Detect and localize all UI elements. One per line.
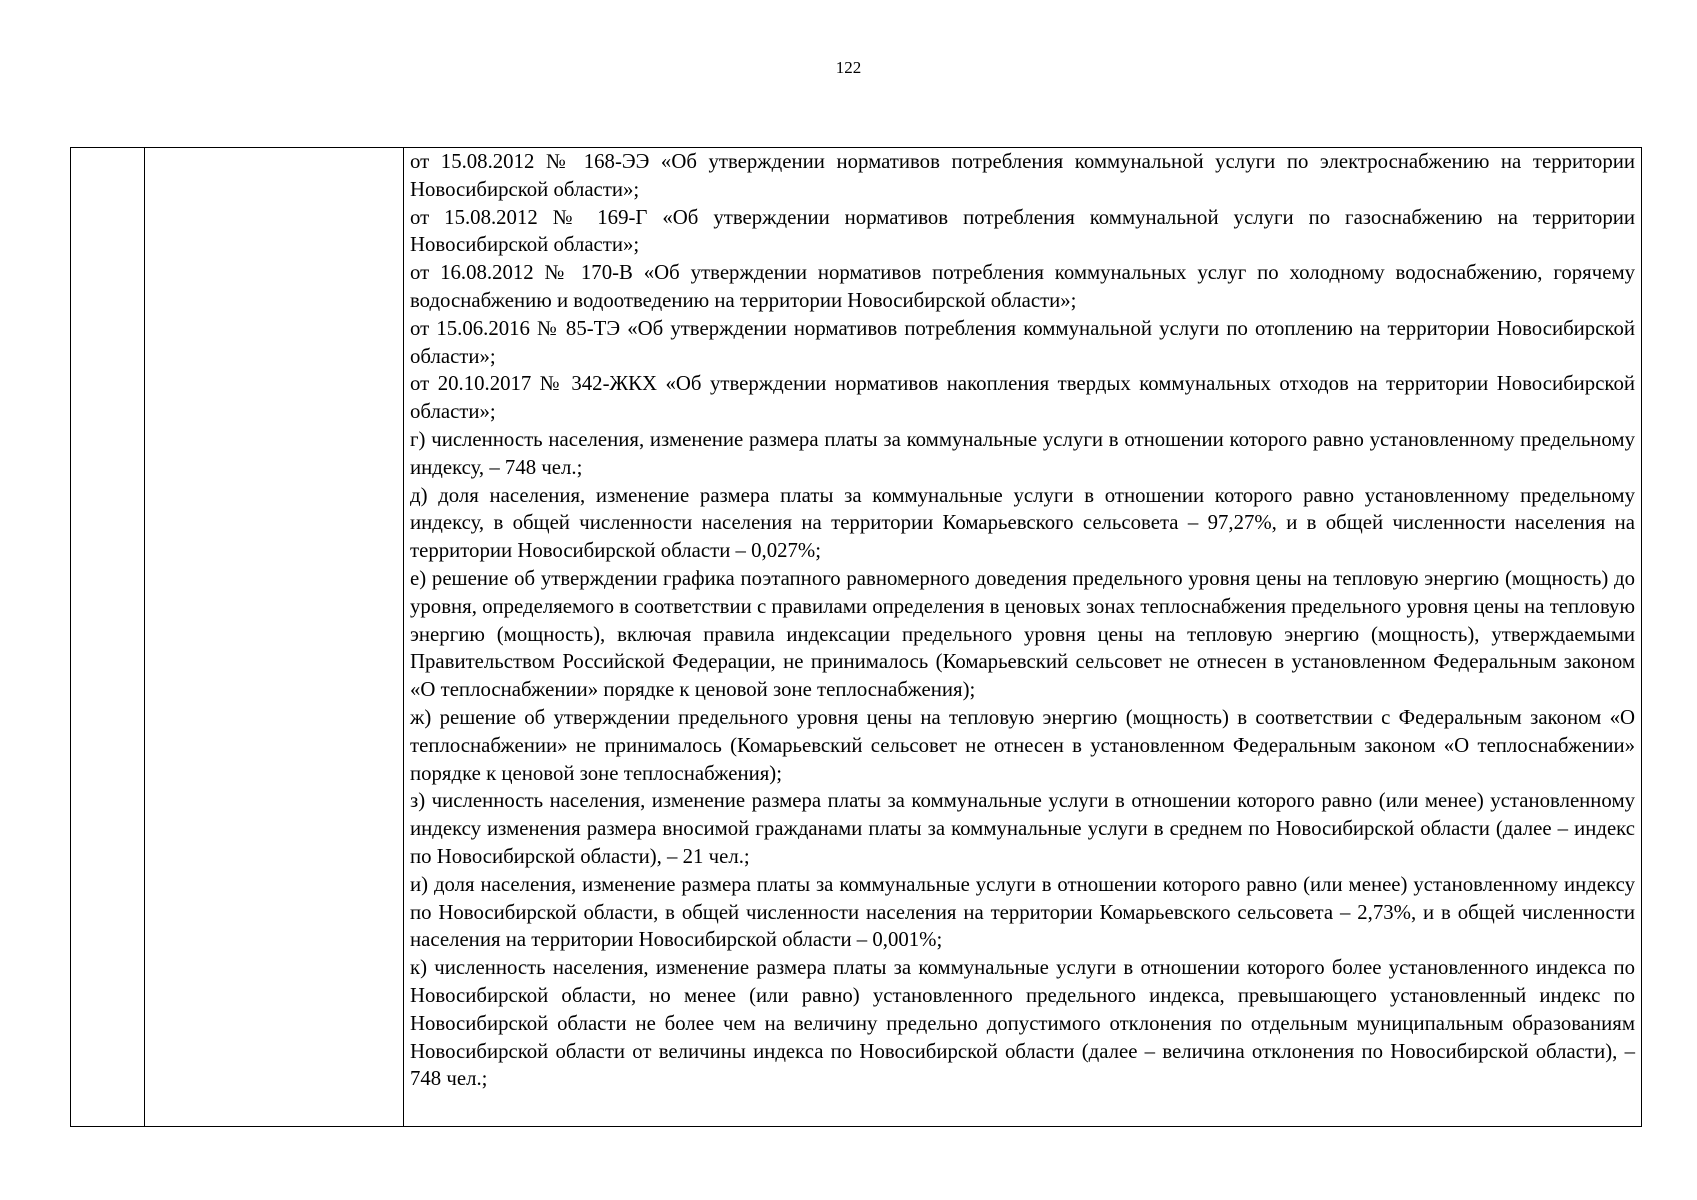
paragraph-decree-85: от 15.06.2016 № 85-ТЭ «Об утверждении нормативов потребления коммунальной услуги по отоплению на территории Новосибирской области»; [410, 316, 1635, 368]
paragraph-item-z: з) численность населения, изменение размера платы за коммунальные услуги в отношении которого равно (или менее) установленному индексу изменения размера вносимой гражданами платы за коммунальные услуги в среднем по Новосибирской области (далее – индекс по Новосибирской области), – 21 чел.; [410, 789, 1635, 868]
paragraph-item-d: д) доля населения, изменение размера платы за коммунальные услуги в отношении которого равно установленному предельному индексу, в общей численности населения на территории Комарьевского сельсовета – 97,27%, и в общей численности населения на территории Новосибирской области – 0,027%; [410, 483, 1635, 563]
paragraph-decree-342: от 20.10.2017 № 342-ЖКХ «Об утверждении нормативов накопления твердых коммунальных отходов на территории Новосибирской области»; [410, 372, 1635, 424]
paragraph-item-zh: ж) решение об утверждении предельного уровня цены на тепловую энергию (мощность) в соответствии с Федеральным законом «О теплоснабжении» не принималось (Комарьевский сельсовет не отнесен в установленном Федеральным законом «О теплоснабжении» порядке к ценовой зоне теплоснабжения); [410, 705, 1635, 785]
paragraph-item-g: г) численность населения, изменение размера платы за коммунальные услуги в отношении которого равно установленному предельному индексу, – 748 чел.; [410, 427, 1635, 479]
paragraph-decree-169: от 15.08.2012 № 169-Г «Об утверждении нормативов потребления коммунальной услуги по газоснабжению на территории Новосибирской области»; [410, 205, 1635, 257]
paragraph-decree-170: от 16.08.2012 № 170-В «Об утверждении нормативов потребления коммунальных услуг по холодному водоснабжению, горячему водоснабжению и водоотведению на территории Новосибирской области»; [410, 261, 1635, 312]
page-number: 122 [835, 58, 862, 77]
paragraph-item-i: и) доля населения, изменение размера платы за коммунальные услуги в отношении которого равно (или менее) установленному индексу по Новосибирской области, в общей численности населения на территории Комарьевского сельсовета – 2,73%, и в общей численности населения на территории Новосибирской области – 0,001%; [410, 872, 1635, 952]
table-cell-title [145, 148, 404, 1127]
paragraph-item-k: к) численность населения, изменение размера платы за коммунальные услуги в отношении которого более установленного индекса по Новосибирской области, но менее (или равно) установленного предельного индекса, превышающего установленный индекс по Новосибирской области не более чем на величину предельно допустимого отклонения по отдельным муниципальным образованиям Новосибирской области от величины индекса по Новосибирской области (далее – величина отклонения по Новосибирской области), – 748 чел.; [410, 956, 1635, 1091]
table-cell-content [404, 148, 1642, 1127]
table-row [71, 148, 1642, 1127]
paragraph-item-e: е) решение об утверждении графика поэтапного равномерного доведения предельного уровня цены на тепловую энергию (мощность) до уровня, определяемого в соответствии с правилами определения в ценовых зонах теплоснабжения предельного уровня цены на тепловую энергию (мощность), включая правила индексации предельного уровня цены на тепловую энергию (мощность), утверждаемыми Правительством Российской Федерации, не принималось (Комарьевский сельсовет не отнесен в установленном Федеральным законом «О теплоснабжении» порядке к ценовой зоне теплоснабжения); [410, 566, 1635, 702]
paragraph-decree-168: от 15.08.2012 № 168-ЭЭ «Об утверждении нормативов потребления коммунальной услуги по электроснабжению на территории Новосибирской области»; [410, 150, 1635, 201]
table-cell-number [71, 148, 145, 1127]
document-table [70, 147, 1642, 1127]
